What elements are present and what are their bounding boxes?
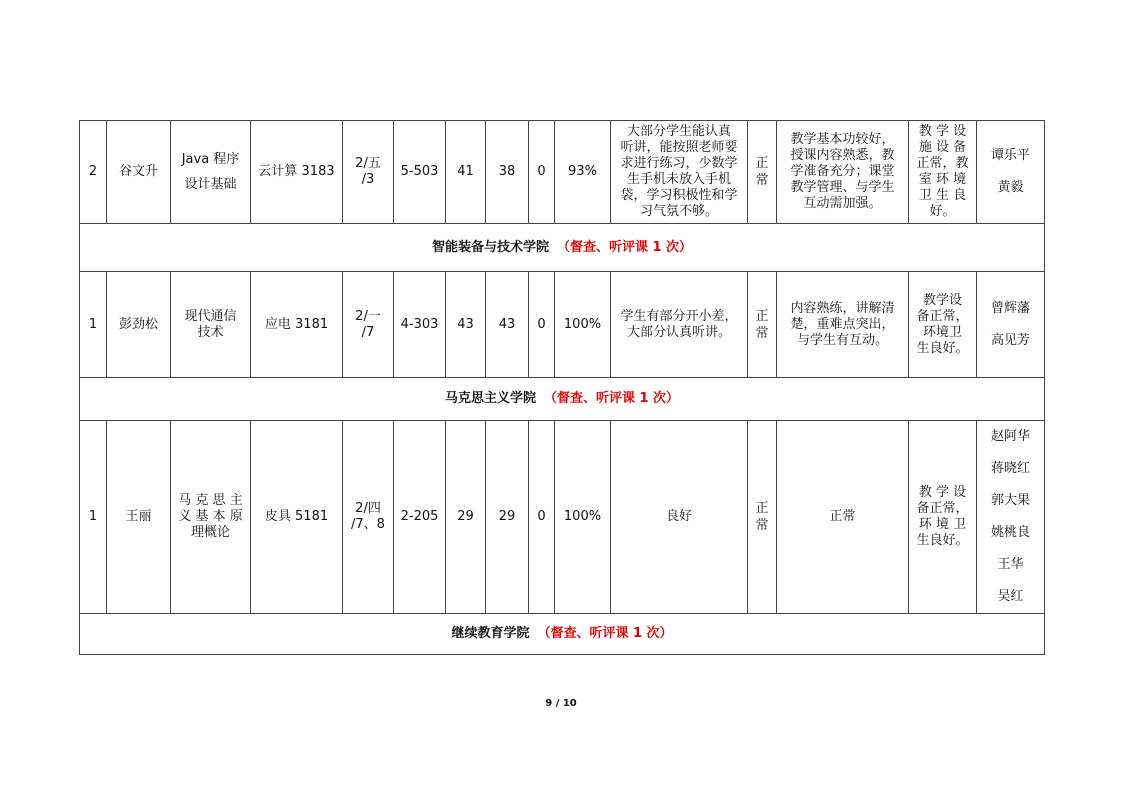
table-row xyxy=(80,121,1045,224)
enrolled-count: 41 xyxy=(446,121,486,224)
present-count: 38 xyxy=(486,121,529,224)
section-header xyxy=(80,378,1045,421)
class-name: 皮具 5181 xyxy=(251,421,343,614)
teaching-evaluation: 教学基本功较好， 授课内容熟悉，教 学准备充分；课堂 教学管理、与学生 互动需加强。 xyxy=(777,121,909,224)
present-count: 43 xyxy=(486,272,529,378)
teaching-evaluation: 正常 xyxy=(777,421,909,614)
facility-status: 教 学 设 备正常， 环 境 卫 生良好。 xyxy=(909,421,977,614)
student-evaluation: 大部分学生能认真 听讲，能按照老师要 求进行练习，少数学 生手机未放入手机 袋，学习积极性和学 习气氛不够。 xyxy=(611,121,748,224)
row-index: 1 xyxy=(80,421,107,614)
section-title: 智能装备与技术学院 xyxy=(431,239,549,255)
class-name: 云计算 3183 xyxy=(251,121,343,224)
order-status: 正 常 xyxy=(748,121,777,224)
class-time: 2/五 /3 xyxy=(343,121,394,224)
teacher-name: 谷文升 xyxy=(107,121,171,224)
order-status: 正 常 xyxy=(748,272,777,378)
attendance-rate: 100% xyxy=(555,421,611,614)
row-index: 1 xyxy=(80,272,107,378)
page-number: 9 / 10 xyxy=(545,698,577,709)
inspection-table xyxy=(79,120,1045,655)
table-row xyxy=(80,421,1045,614)
class-time: 2/一 /7 xyxy=(343,272,394,378)
section-title: 马克思主义学院 xyxy=(444,391,536,406)
course-name: 现代通信 技术 xyxy=(171,272,251,378)
classroom: 2-205 xyxy=(394,421,446,614)
present-count: 29 xyxy=(486,421,529,614)
classroom: 5-503 xyxy=(394,121,446,224)
absent-count: 0 xyxy=(529,272,555,378)
section-header xyxy=(80,224,1045,272)
order-status: 正 常 xyxy=(748,421,777,614)
student-evaluation: 良好 xyxy=(611,421,748,614)
section-note: （督查、听评课 1 次） xyxy=(556,239,693,255)
course-name: Java 程序 设计基础 xyxy=(171,121,251,224)
student-evaluation: 学生有部分开小差， 大部分认真听讲。 xyxy=(611,272,748,378)
section-note: （督查、听评课 1 次） xyxy=(543,391,680,406)
inspector-names: 谭乐平 黄毅 xyxy=(977,121,1045,224)
teaching-evaluation: 内容熟练，讲解清 楚，重难点突出， 与学生有互动。 xyxy=(777,272,909,378)
class-name: 应电 3181 xyxy=(251,272,343,378)
attendance-rate: 93% xyxy=(555,121,611,224)
enrolled-count: 43 xyxy=(446,272,486,378)
course-name: 马 克 思 主 义 基 本 原 理概论 xyxy=(171,421,251,614)
enrolled-count: 29 xyxy=(446,421,486,614)
row-index: 2 xyxy=(80,121,107,224)
teacher-name: 王丽 xyxy=(107,421,171,614)
absent-count: 0 xyxy=(529,121,555,224)
attendance-rate: 100% xyxy=(555,272,611,378)
class-time: 2/四 /7、8 xyxy=(343,421,394,614)
absent-count: 0 xyxy=(529,421,555,614)
section-note: （督查、听评课 1 次） xyxy=(537,626,673,641)
inspector-names: 曾辉藩 高见芳 xyxy=(977,272,1045,378)
section-header xyxy=(80,614,1045,655)
inspector-names: 赵阿华 蒋晓红 郭大果 姚桃良 王华 吴红 xyxy=(977,421,1045,614)
facility-status: 教 学 设 施 设 备 正常，教 室 环 境 卫 生 良 好。 xyxy=(909,121,977,224)
teacher-name: 彭劲松 xyxy=(107,272,171,378)
facility-status: 教学设 备正常， 环境卫 生良好。 xyxy=(909,272,977,378)
section-title: 继续教育学院 xyxy=(451,626,530,641)
classroom: 4-303 xyxy=(394,272,446,378)
table-row xyxy=(80,272,1045,378)
